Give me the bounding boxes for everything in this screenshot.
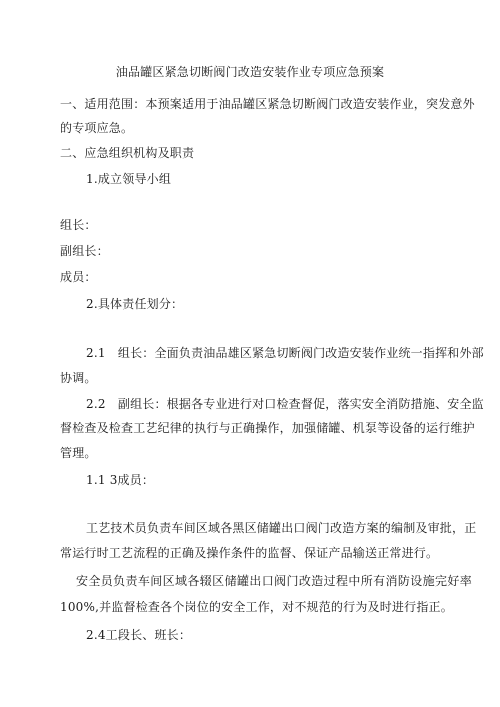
paragraph-line: 常运行时工艺流程的正确及操作条件的监督、保证产品输送正常进行。 [60,546,439,560]
role-label-deputy: 副组长： [60,244,109,258]
role-label-members: 成员： [60,270,97,284]
paragraph-line: 督检查及检查工艺纪律的执行与正确操作，加强储罐、机泵等设备的运行维护 [60,421,475,435]
role-label-leader: 组长： [60,218,97,232]
subsection-heading: 1.成立领导小组 [86,172,172,186]
subsection-heading: 2.4工段长、班长： [86,628,192,642]
subsection-heading: 2.具体责任划分： [86,297,184,311]
paragraph-line: 协调。 [60,371,97,385]
paragraph-line: 的专项应急。 [60,121,134,135]
paragraph-line: 安全员负责车间区域各辍区储罐出口阀门改造过程中所有消防设施完好率 [76,574,472,588]
paragraph-line: 一、适用范围：本预案适用于油品罐区紧急切断阀门改造安装作业，突发意外 [60,97,475,111]
subsection-heading: 1.1 3成员： [86,473,155,487]
paragraph-line: 工艺技术员负责车间区域各黑区储罐出口阀门改造方案的编制及审批，正 [86,521,477,535]
paragraph-line: 管理。 [60,446,97,460]
paragraph-line: 2.2 副组长：根据各专业进行对口检查督促，落实安全消防措施、安全监 [86,397,484,411]
paragraph-line: 100%,并监督检查各个岗位的安全工作，对不规范的行为及时进行指正。 [60,600,453,614]
document-title: 油品罐区紧急切断阀门改造安装作业专项应急预案 [115,65,385,79]
section-heading: 二、应急组织机构及职责 [60,146,195,160]
paragraph-line: 2.1 组长：全面负责油品雄区紧急切断阀门改造安装作业统一指挥和外部 [86,346,484,360]
